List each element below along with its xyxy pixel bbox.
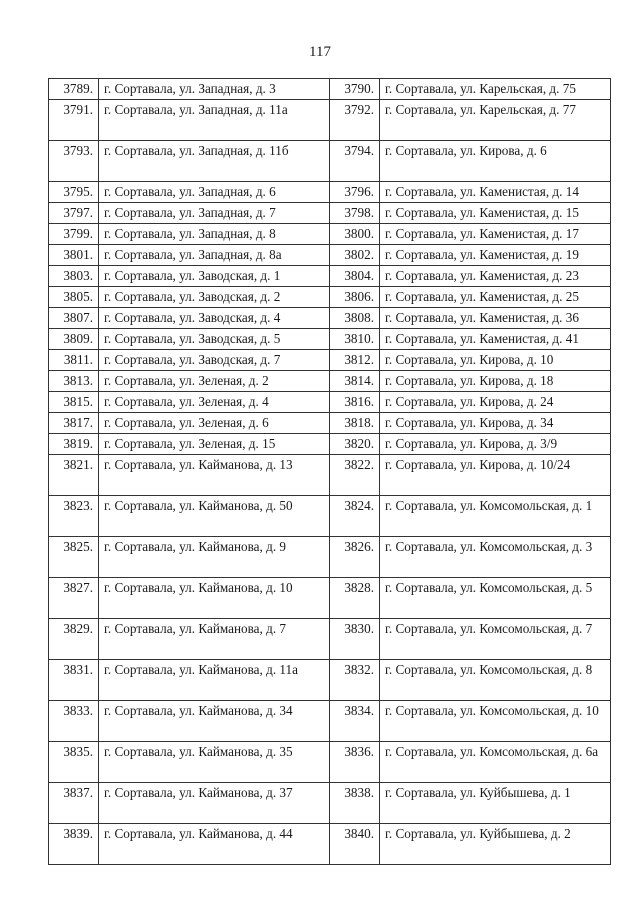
entry-address: г. Сортавала, ул. Каменистая, д. 25 (380, 287, 611, 308)
entry-number: 3815. (49, 392, 99, 413)
entry-number: 3821. (49, 455, 99, 496)
entry-number: 3822. (330, 455, 380, 496)
entry-number: 3803. (49, 266, 99, 287)
entry-address: г. Сортавала, ул. Кайманова, д. 10 (99, 578, 330, 619)
entry-address: г. Сортавала, ул. Кайманова, д. 7 (99, 619, 330, 660)
entry-address: г. Сортавала, ул. Западная, д. 8 (99, 224, 330, 245)
table-row (49, 329, 611, 350)
entry-number: 3798. (330, 203, 380, 224)
entry-number: 3838. (330, 783, 380, 824)
table-row (49, 203, 611, 224)
entry-number: 3793. (49, 141, 99, 182)
entry-address: г. Сортавала, ул. Карельская, д. 75 (380, 79, 611, 100)
entry-address: г. Сортавала, ул. Зеленая, д. 15 (99, 434, 330, 455)
table-row (49, 413, 611, 434)
entry-number: 3811. (49, 350, 99, 371)
entry-address: г. Сортавала, ул. Куйбышева, д. 1 (380, 783, 611, 824)
entry-address: г. Сортавала, ул. Каменистая, д. 23 (380, 266, 611, 287)
table-row (49, 783, 611, 824)
entry-number: 3813. (49, 371, 99, 392)
entry-address: г. Сортавала, ул. Зеленая, д. 6 (99, 413, 330, 434)
table-row (49, 245, 611, 266)
entry-address: г. Сортавала, ул. Западная, д. 11б (99, 141, 330, 182)
entry-address: г. Сортавала, ул. Комсомольская, д. 1 (380, 496, 611, 537)
entry-address: г. Сортавала, ул. Кайманова, д. 11а (99, 660, 330, 701)
table-row (49, 619, 611, 660)
entry-address: г. Сортавала, ул. Заводская, д. 1 (99, 266, 330, 287)
entry-number: 3826. (330, 537, 380, 578)
entry-number: 3836. (330, 742, 380, 783)
table-row (49, 537, 611, 578)
table-row (49, 496, 611, 537)
entry-number: 3814. (330, 371, 380, 392)
entry-number: 3808. (330, 308, 380, 329)
entry-number: 3812. (330, 350, 380, 371)
entry-number: 3819. (49, 434, 99, 455)
entry-address: г. Сортавала, ул. Кайманова, д. 35 (99, 742, 330, 783)
entry-number: 3831. (49, 660, 99, 701)
entry-address: г. Сортавала, ул. Комсомольская, д. 5 (380, 578, 611, 619)
entry-address: г. Сортавала, ул. Комсомольская, д. 10 (380, 701, 611, 742)
entry-address: г. Сортавала, ул. Заводская, д. 2 (99, 287, 330, 308)
entry-number: 3830. (330, 619, 380, 660)
entry-number: 3791. (49, 100, 99, 141)
entry-address: г. Сортавала, ул. Комсомольская, д. 3 (380, 537, 611, 578)
entry-address: г. Сортавала, ул. Заводская, д. 7 (99, 350, 330, 371)
table-row (49, 224, 611, 245)
entry-address: г. Сортавала, ул. Заводская, д. 4 (99, 308, 330, 329)
entry-address: г. Сортавала, ул. Западная, д. 8а (99, 245, 330, 266)
entry-number: 3839. (49, 824, 99, 865)
entry-number: 3823. (49, 496, 99, 537)
entry-number: 3833. (49, 701, 99, 742)
table-row (49, 287, 611, 308)
entry-address: г. Сортавала, ул. Кайманова, д. 37 (99, 783, 330, 824)
table-row (49, 79, 611, 100)
entry-number: 3805. (49, 287, 99, 308)
page-number: 117 (309, 44, 331, 60)
entry-number: 3802. (330, 245, 380, 266)
entry-number: 3806. (330, 287, 380, 308)
table-row (49, 182, 611, 203)
table-row (49, 701, 611, 742)
entry-number: 3790. (330, 79, 380, 100)
table-row (49, 371, 611, 392)
entry-address: г. Сортавала, ул. Кирова, д. 6 (380, 141, 611, 182)
entry-address: г. Сортавала, ул. Каменистая, д. 14 (380, 182, 611, 203)
entry-address: г. Сортавала, ул. Кирова, д. 10 (380, 350, 611, 371)
entry-number: 3795. (49, 182, 99, 203)
entry-address: г. Сортавала, ул. Заводская, д. 5 (99, 329, 330, 350)
entry-number: 3825. (49, 537, 99, 578)
table-row (49, 434, 611, 455)
table-row (49, 308, 611, 329)
table-row (49, 824, 611, 865)
entry-number: 3801. (49, 245, 99, 266)
entry-number: 3828. (330, 578, 380, 619)
entry-number: 3818. (330, 413, 380, 434)
entry-address: г. Сортавала, ул. Кирова, д. 34 (380, 413, 611, 434)
table-row (49, 660, 611, 701)
entry-number: 3800. (330, 224, 380, 245)
entry-address: г. Сортавала, ул. Каменистая, д. 19 (380, 245, 611, 266)
entry-number: 3837. (49, 783, 99, 824)
entry-address: г. Сортавала, ул. Западная, д. 7 (99, 203, 330, 224)
entry-number: 3834. (330, 701, 380, 742)
entry-address: г. Сортавала, ул. Каменистая, д. 15 (380, 203, 611, 224)
table-row (49, 141, 611, 182)
entry-address: г. Сортавала, ул. Кайманова, д. 44 (99, 824, 330, 865)
entry-address: г. Сортавала, ул. Западная, д. 3 (99, 79, 330, 100)
entry-number: 3809. (49, 329, 99, 350)
entry-address: г. Сортавала, ул. Зеленая, д. 2 (99, 371, 330, 392)
entry-address: г. Сортавала, ул. Зеленая, д. 4 (99, 392, 330, 413)
address-table (48, 78, 611, 865)
entry-number: 3832. (330, 660, 380, 701)
entry-address: г. Сортавала, ул. Каменистая, д. 17 (380, 224, 611, 245)
entry-number: 3807. (49, 308, 99, 329)
table-body (49, 79, 611, 865)
entry-address: г. Сортавала, ул. Кирова, д. 24 (380, 392, 611, 413)
entry-number: 3804. (330, 266, 380, 287)
entry-address: г. Сортавала, ул. Западная, д. 11а (99, 100, 330, 141)
entry-address: г. Сортавала, ул. Комсомольская, д. 6а (380, 742, 611, 783)
entry-address: г. Сортавала, ул. Кайманова, д. 13 (99, 455, 330, 496)
entry-number: 3794. (330, 141, 380, 182)
entry-number: 3816. (330, 392, 380, 413)
entry-address: г. Сортавала, ул. Кирова, д. 10/24 (380, 455, 611, 496)
entry-number: 3824. (330, 496, 380, 537)
entry-address: г. Сортавала, ул. Каменистая, д. 36 (380, 308, 611, 329)
entry-address: г. Сортавала, ул. Кирова, д. 18 (380, 371, 611, 392)
entry-address: г. Сортавала, ул. Каменистая, д. 41 (380, 329, 611, 350)
entry-number: 3829. (49, 619, 99, 660)
entry-number: 3835. (49, 742, 99, 783)
table-row (49, 578, 611, 619)
entry-number: 3792. (330, 100, 380, 141)
entry-number: 3799. (49, 224, 99, 245)
entry-address: г. Сортавала, ул. Куйбышева, д. 2 (380, 824, 611, 865)
table-row (49, 392, 611, 413)
entry-address: г. Сортавала, ул. Комсомольская, д. 8 (380, 660, 611, 701)
entry-number: 3789. (49, 79, 99, 100)
table-row (49, 742, 611, 783)
entry-address: г. Сортавала, ул. Карельская, д. 77 (380, 100, 611, 141)
entry-number: 3840. (330, 824, 380, 865)
entry-number: 3827. (49, 578, 99, 619)
entry-number: 3817. (49, 413, 99, 434)
entry-number: 3796. (330, 182, 380, 203)
entry-address: г. Сортавала, ул. Кайманова, д. 50 (99, 496, 330, 537)
entry-number: 3810. (330, 329, 380, 350)
entry-address: г. Сортавала, ул. Комсомольская, д. 7 (380, 619, 611, 660)
table-row (49, 455, 611, 496)
entry-address: г. Сортавала, ул. Кайманова, д. 34 (99, 701, 330, 742)
entry-address: г. Сортавала, ул. Западная, д. 6 (99, 182, 330, 203)
entry-number: 3797. (49, 203, 99, 224)
table-row (49, 350, 611, 371)
entry-address: г. Сортавала, ул. Кайманова, д. 9 (99, 537, 330, 578)
table-row (49, 100, 611, 141)
entry-number: 3820. (330, 434, 380, 455)
table-row (49, 266, 611, 287)
entry-address: г. Сортавала, ул. Кирова, д. 3/9 (380, 434, 611, 455)
